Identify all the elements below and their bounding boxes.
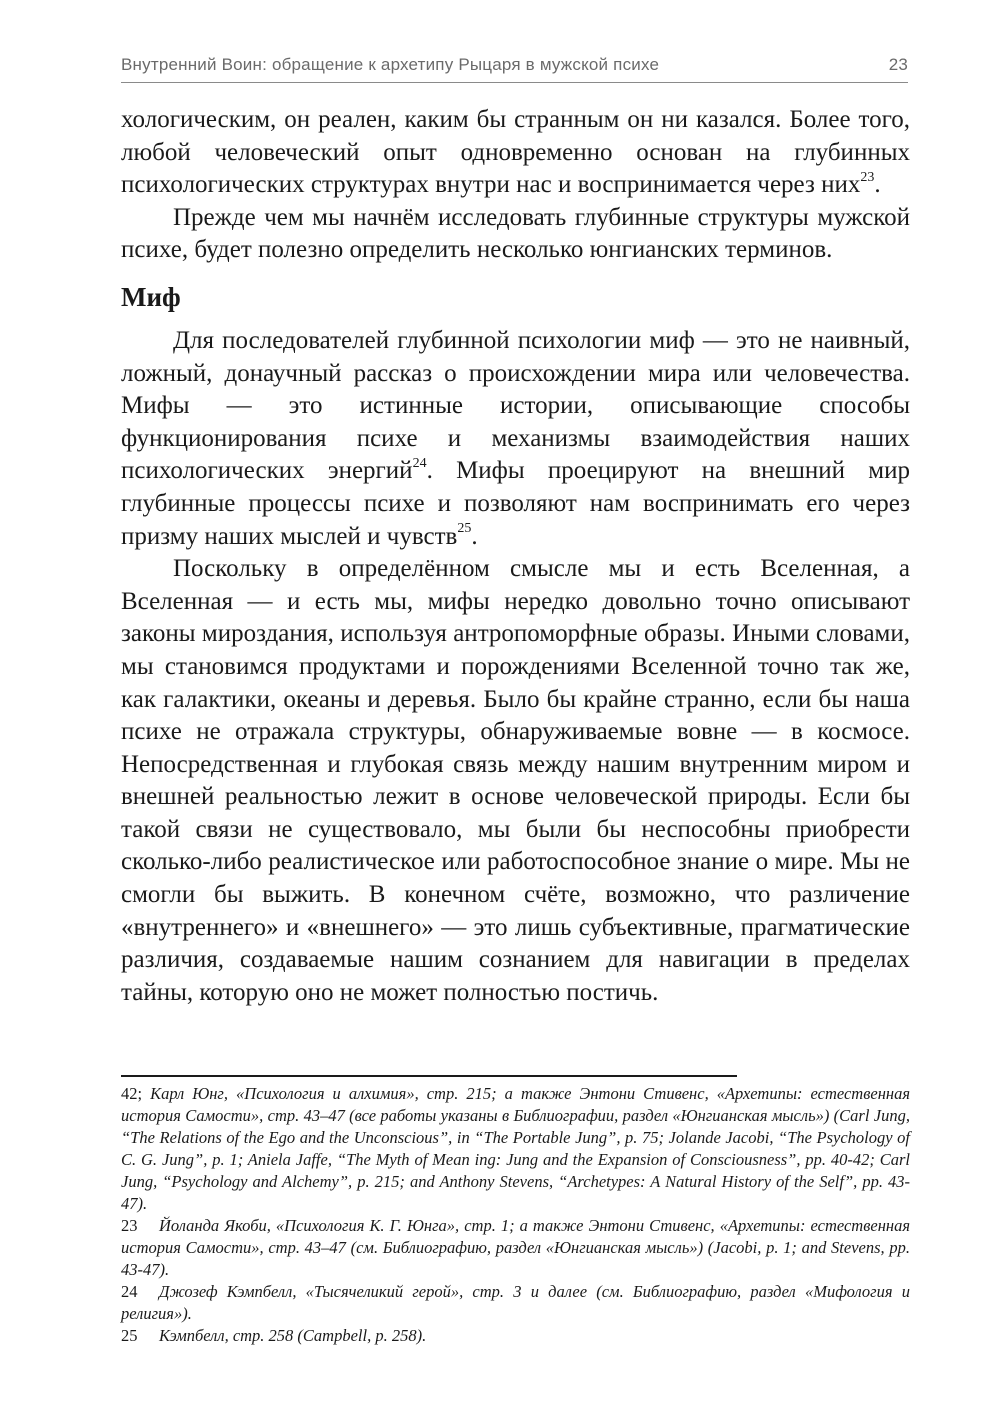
footnote-number: 24 (121, 1282, 138, 1301)
footnote-text: Кэмпбелл, стр. 258 (Campbell, p. 258). (159, 1326, 427, 1345)
footnote-divider (121, 1075, 737, 1077)
paragraph-text: хологическим, он реален, каким бы странным он ни казался. Более того, любой человеческий опыт одновременно основан на глубинных психологических структурах внутри нас и воспринимается через них (121, 106, 910, 199)
footnote-number: 23 (121, 1216, 138, 1235)
paragraph (121, 325, 910, 553)
section-heading: Миф (121, 281, 181, 312)
paragraph-continuation (121, 104, 910, 202)
footnote (121, 1215, 910, 1281)
footnote (121, 1083, 910, 1215)
footnote-number: 42; (121, 1084, 143, 1103)
page-number: 23 (888, 55, 908, 74)
footnotes (121, 1083, 910, 1347)
main-text (121, 104, 910, 1009)
paragraph-text: Для последователей глубинной психологии миф — это не наивный, ложный, донаучный рассказ о происхождении мира или человечества. Мифы — это истинные истории, описывающие способы функционирования психе и механизмы взаимодействия наших психологических энергий (121, 326, 910, 485)
running-header (121, 52, 908, 83)
paragraph: Прежде чем мы начнём исследовать глубинные структуры мужской психе, будет полезно определить несколько юнгианских терминов. (121, 203, 910, 264)
footnote-text: Джозеф Кэмпбелл, «Тысячеликий герой», стр. 3 и далее (см. Библиографию, раздел «Мифология и религия»). (121, 1282, 910, 1323)
paragraph-end: . (471, 522, 478, 550)
paragraph-end: . (874, 171, 881, 199)
footnote-text: Йоланда Якоби, «Психология К. Г. Юнга», стр. 1; а также Энтони Стивенс, «Архетипы: естественная история Самости», стр. 43–47 (см. Библиографию, раздел «Юнгианская мысль») (Jacobi, p. 1; and Stevens, pp. 43-47). (121, 1216, 910, 1279)
footnote-ref-24: 24 (412, 456, 427, 472)
footnote (121, 1281, 910, 1325)
footnote-number: 25 (121, 1326, 138, 1345)
running-title: Внутренний Воин: обращение к архетипу Рыцаря в мужской психе (121, 55, 660, 74)
paragraph: Поскольку в определённом смысле мы и есть Вселенная, а Вселенная — и есть мы, мифы нередко довольно точно описывают законы мироздания, используя антропоморфные образы. Иными словами, мы становимся продуктами и порождениями Вселенной точно так же, как галактики, океаны и деревья. Было бы крайне странно, если бы наша психе не отражала структуры, обнаруживаемые вовне — в космосе. Непосредственная и глубокая связь между нашим внутренним миром и внешней реальностью лежит в основе человеческой природы. Если бы такой связи не существовало, мы были бы неспособны приобрести сколько-либо реалистическое или работоспособное знание о мире. Мы не смогли бы выжить. В конечном счёте, возможно, что различение «внутреннего» и «внешнего» — это лишь субъективные, прагматические различия, создаваемые нашим сознанием для навигации в пределах тайны, которую оно не может полностью постичь. (121, 555, 910, 1006)
footnote-text: Карл Юнг, «Психология и алхимия», стр. 215; а также Энтони Стивенс, «Архетипы: естественная история Самости», стр. 43–47 (все работы указаны в Библиографии, раздел «Юнгианская мысль») (Carl Jung, “The Relations of the Ego and the Unconscious”, in “The Portable Jung”, p. 75; Jolande Jacobi, “The Psychology of C. G. Jung”, p. 1; Aniela Jaffe, “The Myth of Mean ing: Jung and the Expansion of Consciousness”, pp. 40-42; Carl Jung, “Psychology and Alchemy”, p. 215; and Anthony Stevens, “Archetypes: A Natural History of the Self”, pp. 43-47). (121, 1084, 911, 1213)
footnote (121, 1325, 910, 1347)
footnote-ref-23: 23 (860, 169, 875, 185)
footnote-ref-25: 25 (457, 521, 472, 537)
paragraph-text: . Мифы проецируют на внешний мир глубинные процессы психе и позволяют нам воспринимать его через призму наших мыслей и чувств (121, 457, 910, 550)
